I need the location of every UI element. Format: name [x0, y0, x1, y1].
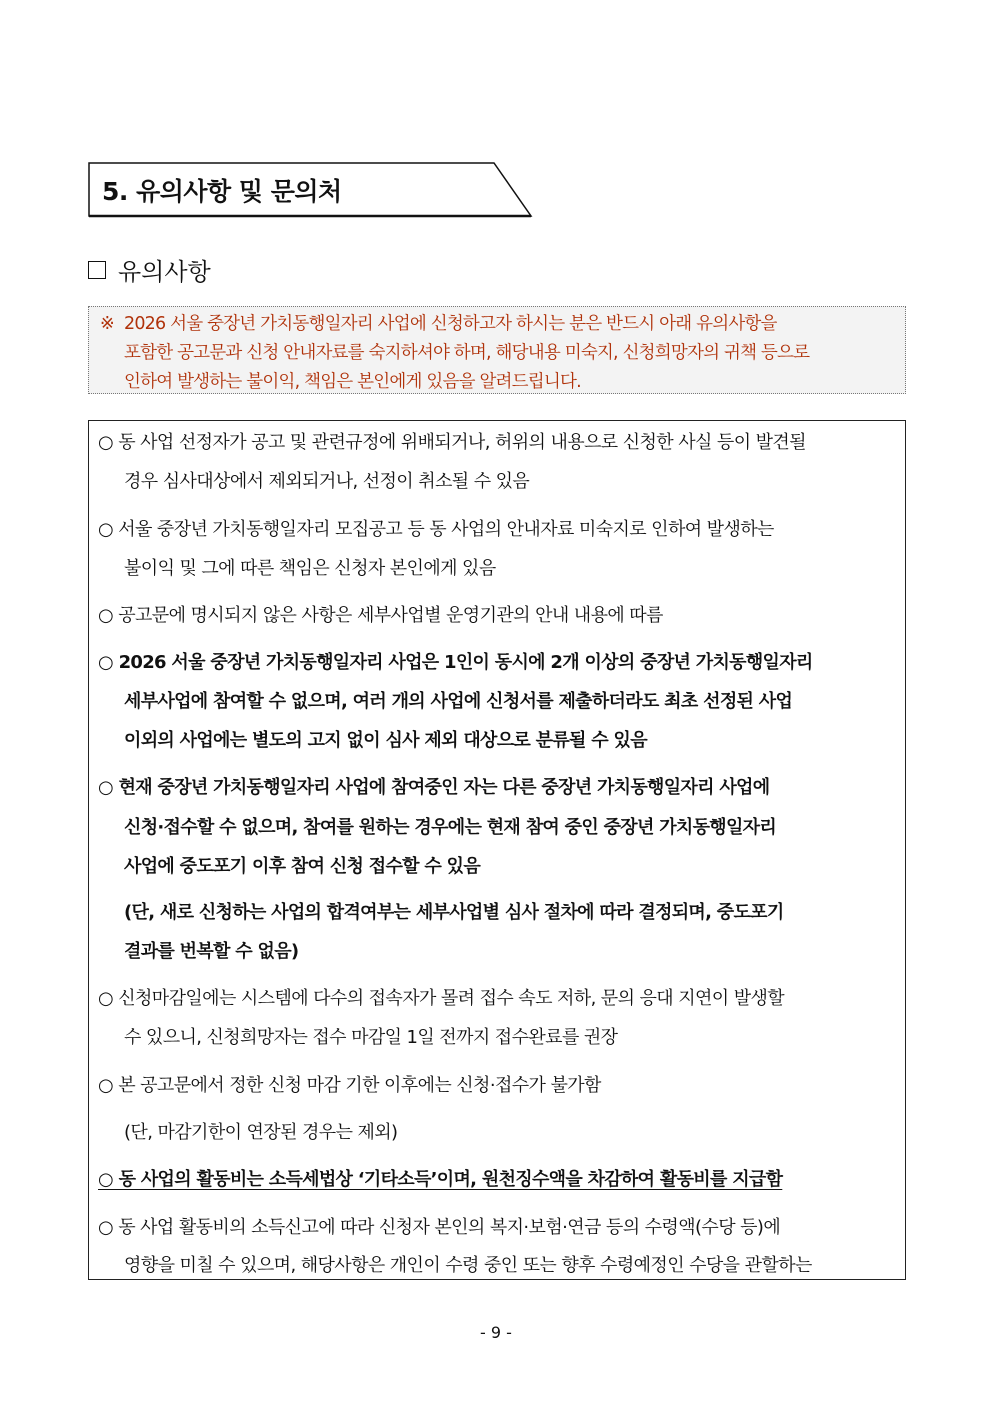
precaution-item-line: 사업에 중도포기 이후 참여 신청 접수할 수 있음: [124, 856, 481, 877]
precaution-item-line: 이외의 사업에는 별도의 고지 없이 심사 제외 대상으로 분류될 수 있음: [124, 730, 647, 751]
precaution-item-line: ○ 공고문에 명시되지 않은 사항은 세부사업별 운영기관의 안내 내용에 따름: [98, 605, 663, 626]
notice-line: 포함한 공고문과 신청 안내자료를 숙지하셔야 하며, 해당내용 미숙지, 신청희망자의 귀책 등으로: [124, 343, 810, 363]
subheading-label: 유의사항: [118, 258, 211, 286]
precaution-item-line: (단, 새로 신청하는 사업의 합격여부는 세부사업별 심사 절차에 따라 결정되며, 중도포기: [124, 902, 784, 923]
precaution-item-line: (단, 마감기한이 연장된 경우는 제외): [124, 1122, 398, 1143]
precaution-item-line: ○ 현재 중장년 가치동행일자리 사업에 참여중인 자는 다른 중장년 가치동행일자리 사업에: [98, 777, 770, 798]
precaution-item-line-emphasis: ○ 동 사업의 활동비는 소득세법상 ‘기타소득’이며, 원천징수액을 차감하여 활동비를 지급함: [98, 1169, 783, 1190]
page-number: - 9 -: [480, 1323, 512, 1342]
precaution-item-line: ○ 동 사업 활동비의 소득신고에 따라 신청자 본인의 복지·보험·연금 등의 수령액(수당 등)에: [98, 1217, 781, 1238]
precaution-item-line: 세부사업에 참여할 수 없으며, 여러 개의 사업에 신청서를 제출하더라도 최초 선정된 사업: [124, 691, 793, 712]
precaution-item-line: 신청·접수할 수 없으며, 참여를 원하는 경우에는 현재 참여 중인 중장년 가치동행일자리: [124, 817, 777, 838]
precaution-item-line: 불이익 및 그에 따른 책임은 신청자 본인에게 있음: [124, 558, 496, 579]
precaution-item-line: 수 있으니, 신청희망자는 접수 마감일 1일 전까지 접수완료를 권장: [124, 1027, 618, 1048]
precaution-item-line: ○ 서울 중장년 가치동행일자리 모집공고 등 동 사업의 안내자료 미숙지로 인하여 발생하는: [98, 519, 774, 540]
precaution-item-line: ○ 신청마감일에는 시스템에 다수의 접속자가 몰려 접수 속도 저하, 문의 응대 지연이 발생할: [98, 988, 785, 1009]
notice-line: 2026 서울 중장년 가치동행일자리 사업에 신청하고자 하시는 분은 반드시 아래 유의사항을: [124, 314, 777, 334]
subheading: [88, 252, 211, 287]
section-title: 5. 유의사항 및 문의처: [102, 177, 342, 206]
square-bullet-icon: [88, 261, 106, 279]
precaution-item-line: ○ 동 사업 선정자가 공고 및 관련규정에 위배되거나, 허위의 내용으로 신청한 사실 등이 발견될: [98, 432, 806, 453]
precaution-item-line: ○ 2026 서울 중장년 가치동행일자리 사업은 1인이 동시에 2개 이상의 중장년 가치동행일자리: [98, 652, 813, 673]
notice-line: 인하여 발생하는 불이익, 책임은 본인에게 있음을 알려드립니다.: [124, 372, 581, 392]
section-title-box: [88, 162, 532, 216]
precautions-box: [88, 420, 906, 1280]
precaution-item-line: 결과를 번복할 수 없음): [124, 941, 299, 962]
precaution-item-line: 영향을 미칠 수 있으며, 해당사항은 개인이 수령 중인 또는 향후 수령예정인 수당을 관할하는: [124, 1255, 812, 1276]
precaution-item-line: 경우 심사대상에서 제외되거나, 선정이 취소될 수 있음: [124, 471, 530, 492]
reference-mark-icon: ※: [100, 314, 114, 334]
precaution-item-line: ○ 본 공고문에서 정한 신청 마감 기한 이후에는 신청·접수가 불가함: [98, 1075, 601, 1096]
